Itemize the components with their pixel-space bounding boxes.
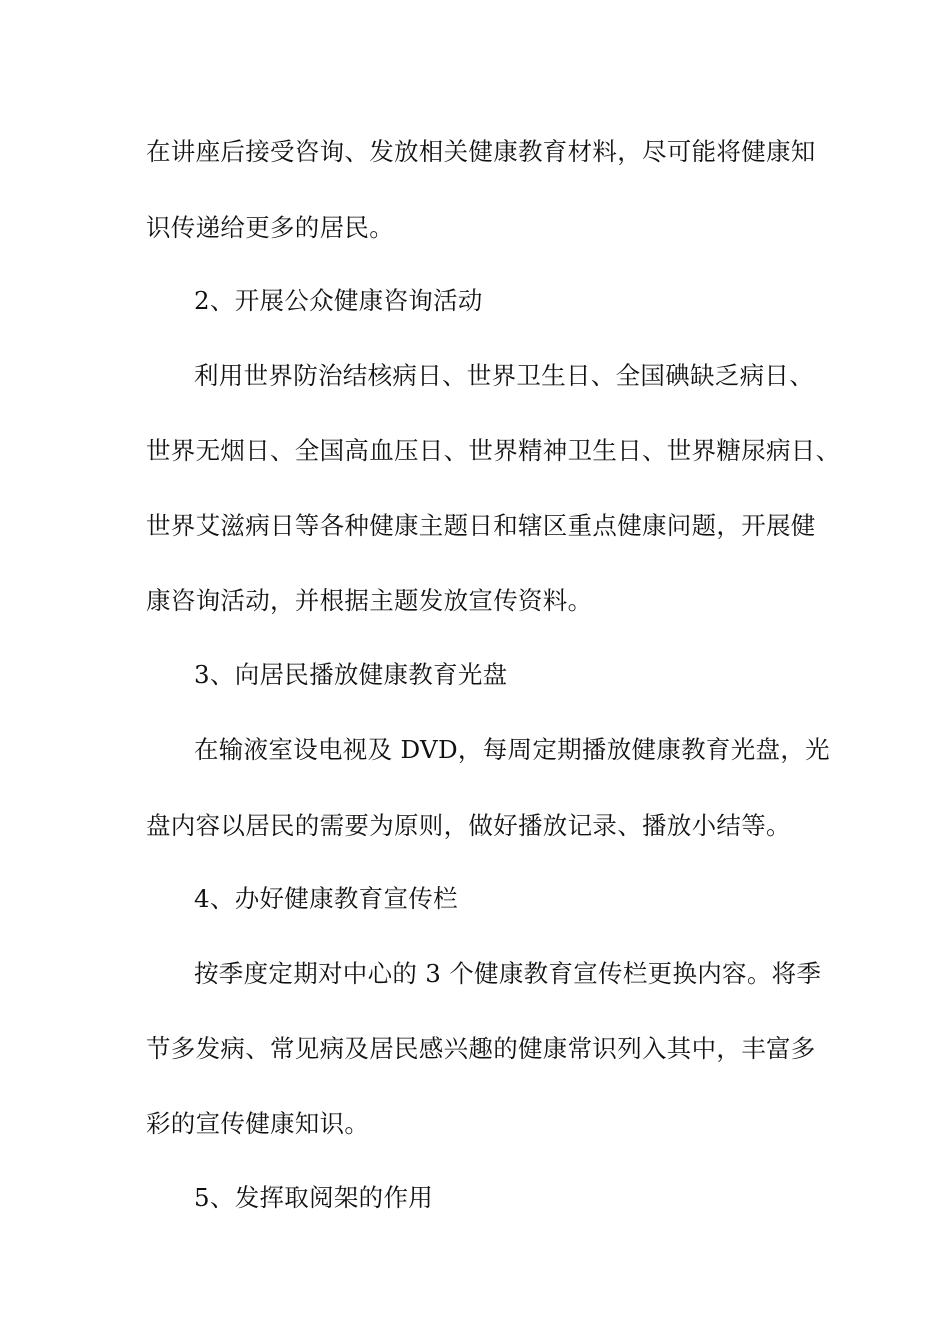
section-heading: 5、发挥取阅架的作用	[194, 1183, 434, 1212]
paragraph-line: 利用世界防治结核病日、世界卫生日、全国碘缺乏病日、	[194, 361, 814, 390]
section-heading: 2、开展公众健康咨询活动	[194, 286, 483, 315]
paragraph-line: 盘内容以居民的需要为原则，做好播放记录、播放小结等。	[146, 811, 791, 840]
paragraph-line: 识传递给更多的居民。	[146, 213, 394, 242]
paragraph-line: 世界艾滋病日等各种健康主题日和辖区重点健康问题，开展健	[146, 511, 816, 540]
paragraph-line: 康咨询活动，并根据主题发放宣传资料。	[146, 586, 593, 615]
paragraph-line: 彩的宣传健康知识。	[146, 1109, 370, 1138]
section-heading: 3、向居民播放健康教育光盘	[194, 660, 508, 689]
paragraph-line: 世界无烟日、全国高血压日、世界精神卫生日、世界糖尿病日、	[146, 436, 841, 465]
paragraph-line: 在输液室设电视及 DVD，每周定期播放健康教育光盘，光	[194, 735, 830, 764]
paragraph-line: 节多发病、常见病及居民感兴趣的健康常识列入其中，丰富多	[146, 1034, 816, 1063]
paragraph-line: 在讲座后接受咨询、发放相关健康教育材料，尽可能将健康知	[146, 137, 816, 166]
paragraph-line: 按季度定期对中心的 3 个健康教育宣传栏更换内容。将季	[194, 959, 822, 988]
section-heading: 4、办好健康教育宣传栏	[194, 884, 458, 913]
